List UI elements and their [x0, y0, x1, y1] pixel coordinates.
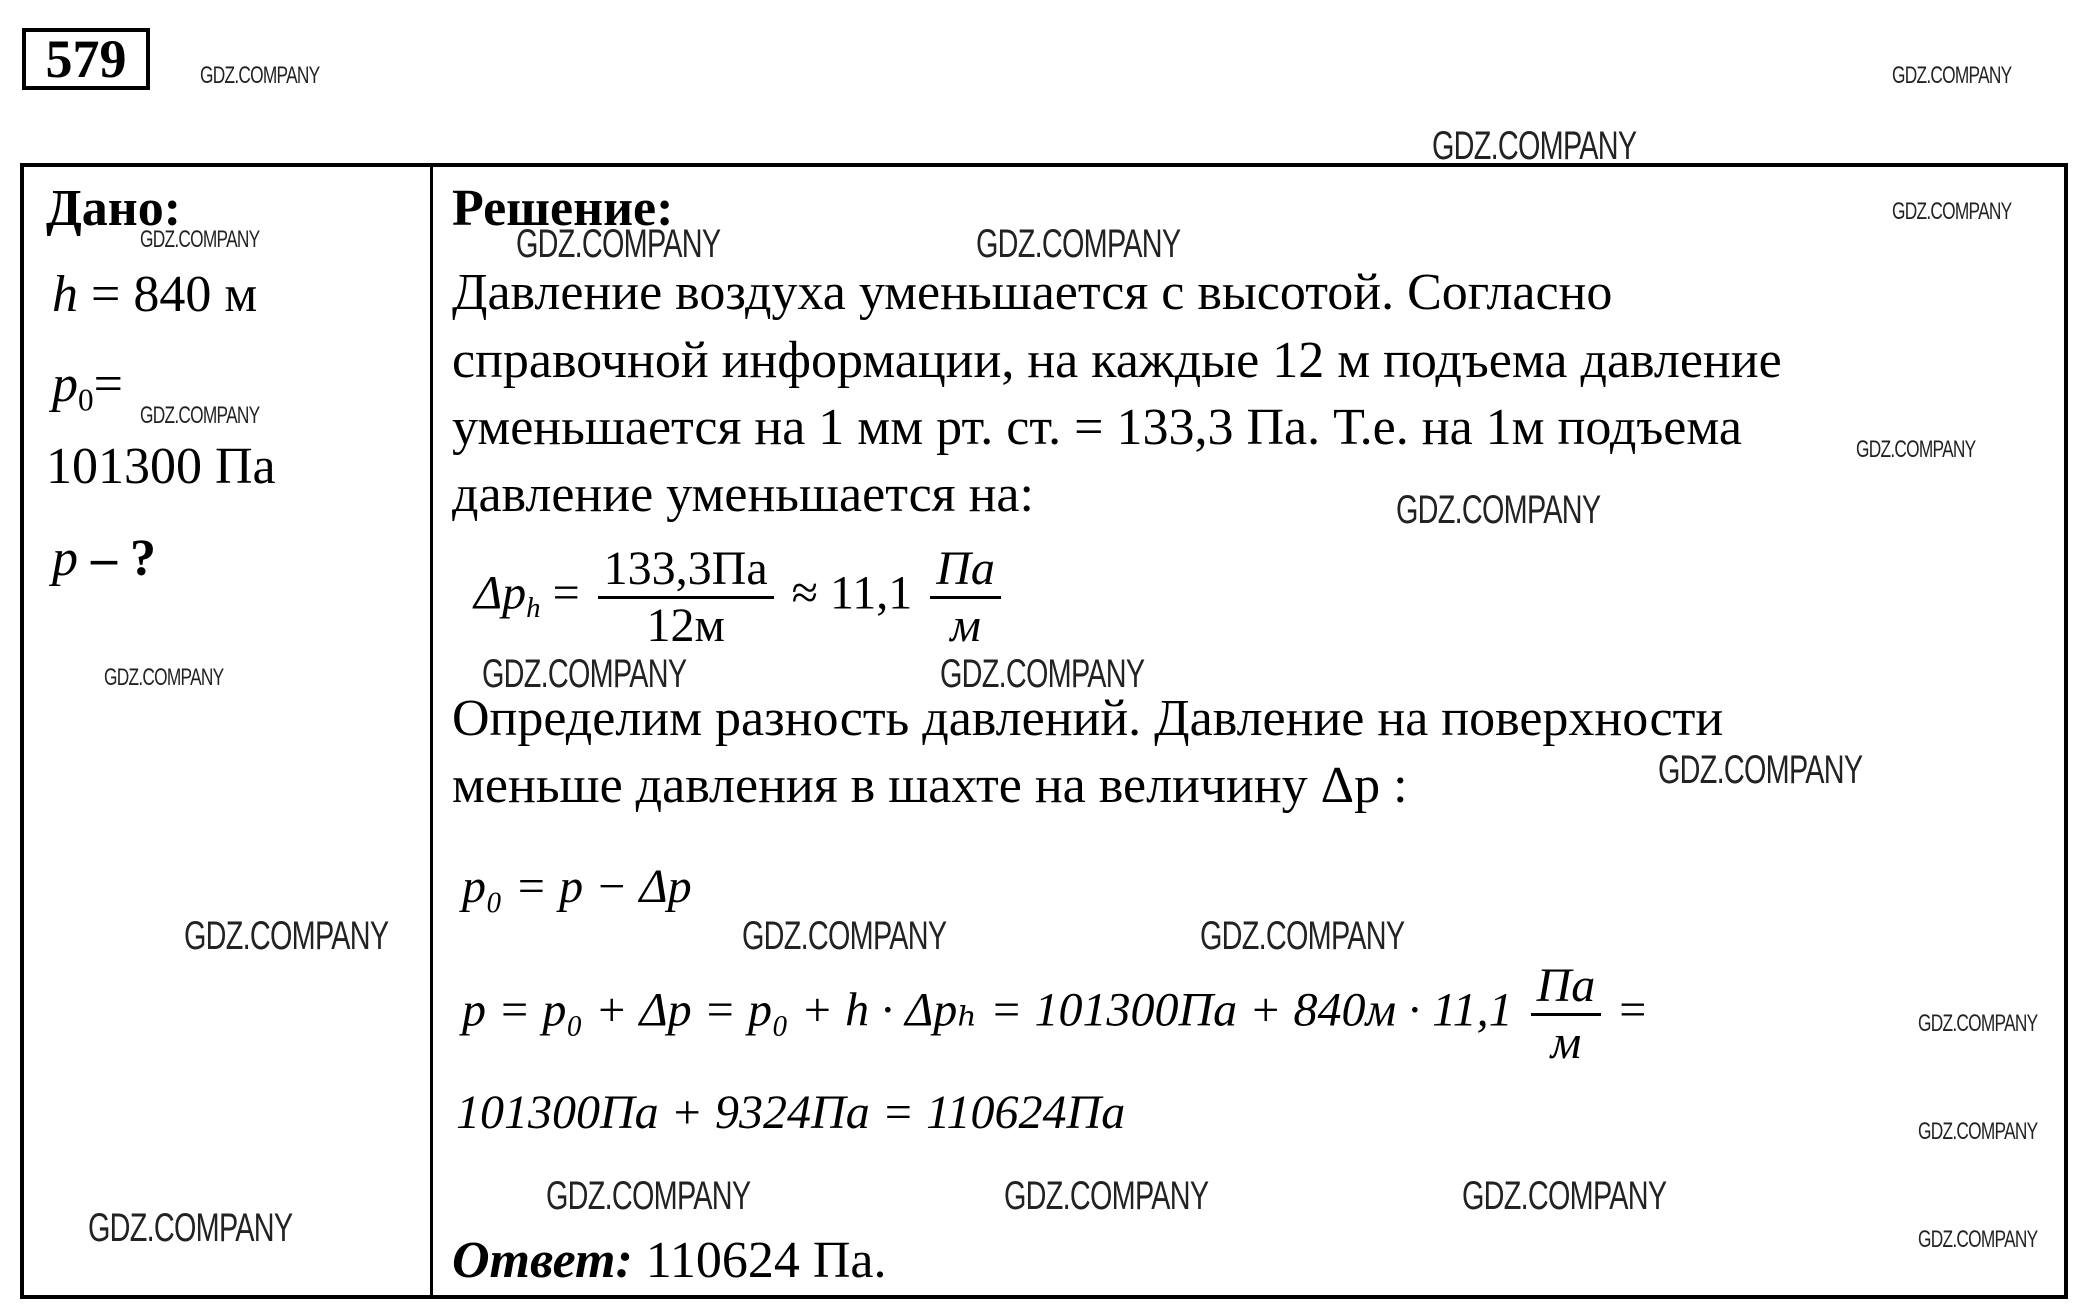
h-symbol: h — [52, 266, 78, 323]
problem-number: 579 — [22, 28, 150, 90]
watermark: GDZ.COMPANY — [200, 62, 320, 89]
watermark: GDZ.COMPANY — [1200, 914, 1405, 958]
watermark: GDZ.COMPANY — [140, 226, 260, 253]
eq1-lhs: Δp — [474, 566, 527, 620]
watermark: GDZ.COMPANY — [516, 222, 721, 266]
watermark: GDZ.COMPANY — [1856, 436, 1976, 463]
eq3-unit-num: Па — [1531, 959, 1602, 1016]
eq1-approx: ≈ 11,1 — [791, 566, 913, 620]
watermark: GDZ.COMPANY — [976, 222, 1181, 266]
watermark: GDZ.COMPANY — [1918, 1226, 2038, 1253]
p0-symbol: p — [52, 356, 78, 413]
watermark: GDZ.COMPANY — [104, 664, 224, 691]
eq3-tail: = — [1619, 983, 1647, 1037]
paragraph1-line3: уменьшается на 1 мм рт. ст. = 133,3 Па. Т.е. на 1м подъема — [452, 399, 1742, 456]
watermark: GDZ.COMPANY — [1004, 1174, 1209, 1218]
answer-value: 110624 Па. — [632, 1232, 887, 1289]
h-value: = 840 м — [78, 266, 258, 323]
given-title: Дано: — [46, 180, 182, 237]
watermark: GDZ.COMPANY — [1462, 1174, 1667, 1218]
equation-p0: p₀ = p − Δp — [462, 860, 692, 913]
watermark: GDZ.COMPANY — [1432, 124, 1637, 168]
watermark: GDZ.COMPANY — [1396, 488, 1601, 532]
paragraph1-line1: Давление воздуха уменьшается с высотой. Согласно — [452, 264, 1613, 321]
paragraph2-line2: меньше давления в шахте на величину Δp : — [452, 757, 1408, 814]
given-unknown — [52, 529, 156, 589]
watermark: GDZ.COMPANY — [546, 1174, 751, 1218]
equation-p — [462, 959, 1646, 1070]
given-p0-value: 101300 Па — [46, 438, 276, 495]
eq1-unit-fraction — [930, 542, 1001, 653]
given-h — [52, 265, 257, 325]
answer-label: Ответ: — [452, 1232, 633, 1289]
eq1-lhs-sub: h — [526, 592, 541, 625]
p0-equals: = — [93, 356, 123, 413]
watermark: GDZ.COMPANY — [482, 652, 687, 696]
p-symbol: p — [52, 530, 78, 587]
eq1-denominator: 12м — [646, 599, 725, 652]
column-divider — [430, 167, 433, 1295]
eq3-unit-den: м — [1550, 1016, 1582, 1069]
watermark: GDZ.COMPANY — [1918, 1118, 2038, 1145]
eq1-fraction — [598, 542, 774, 653]
watermark: GDZ.COMPANY — [1892, 62, 2012, 89]
paragraph2-line1: Определим разность давлений. Давление на поверхности — [452, 690, 1724, 747]
paragraph1-line2: справочной информации, на каждые 12 м подъема давление — [452, 332, 1782, 389]
watermark: GDZ.COMPANY — [1892, 198, 2012, 225]
answer — [452, 1231, 886, 1291]
solution-title: Решение: — [452, 180, 674, 237]
eq1-unit-num: Па — [930, 542, 1001, 599]
watermark: GDZ.COMPANY — [140, 402, 260, 429]
eq1-unit-den: м — [950, 599, 981, 652]
watermark: GDZ.COMPANY — [940, 652, 1145, 696]
eq1-equals: = — [552, 566, 580, 620]
eq1-numerator: 133,3Па — [598, 542, 774, 599]
equation-result: 101300Па + 9324Па = 110624Па — [456, 1086, 1126, 1139]
eq3-unit-fraction — [1531, 959, 1602, 1070]
unknown-mark: – ? — [78, 530, 156, 587]
watermark: GDZ.COMPANY — [1658, 748, 1863, 792]
eq3-text: p = p₀ + Δp = p₀ + h · Δpₕ = 101300Па + 840м · 11,1 — [462, 983, 1513, 1037]
paragraph1-line4: давление уменьшается на: — [452, 466, 1034, 523]
equation-delta-ph — [474, 542, 1007, 653]
p0-subscript: 0 — [78, 382, 94, 418]
given-p0 — [52, 355, 123, 430]
watermark: GDZ.COMPANY — [742, 914, 947, 958]
watermark: GDZ.COMPANY — [1918, 1010, 2038, 1037]
watermark: GDZ.COMPANY — [184, 914, 389, 958]
solution-table — [20, 163, 2068, 1299]
watermark: GDZ.COMPANY — [88, 1206, 293, 1250]
